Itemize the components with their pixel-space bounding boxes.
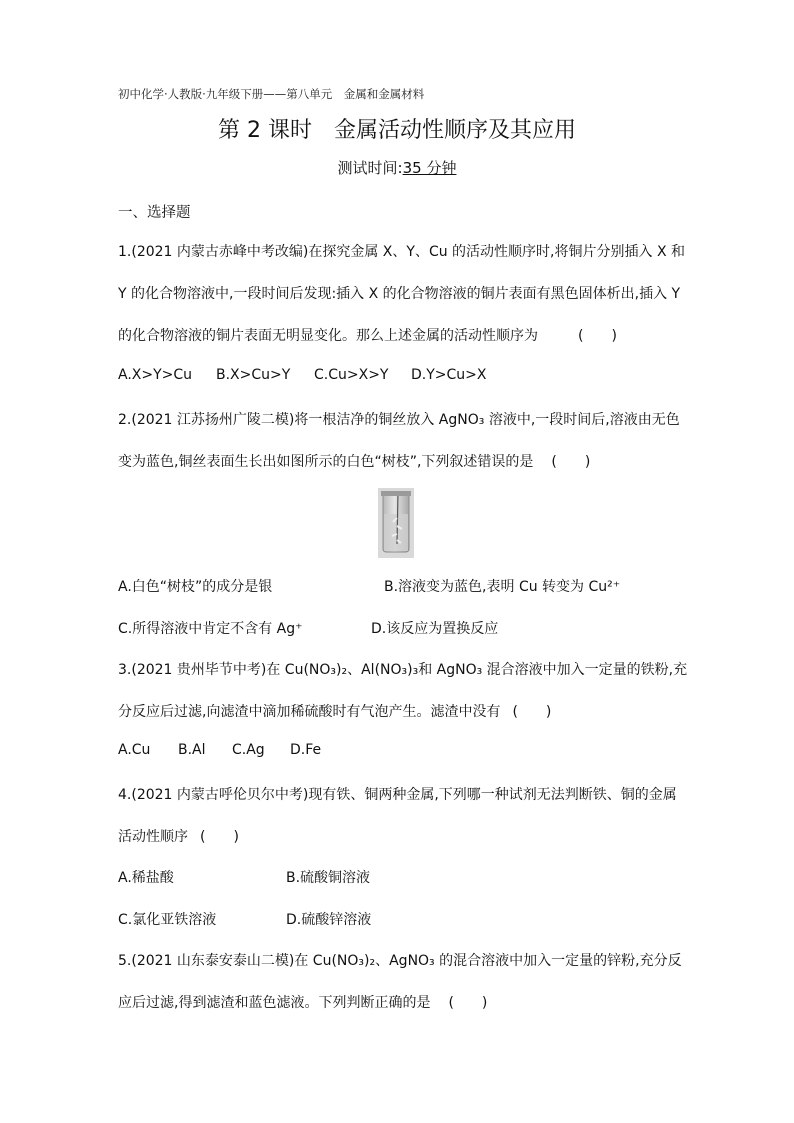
q4-answer-paren: ( ) <box>200 829 239 845</box>
q1-option-d: D.Y>Cu>X <box>411 367 487 383</box>
q3-option-d: D.Fe <box>290 742 322 758</box>
q1-line-3 <box>118 325 617 345</box>
q3-answer-paren: ( ) <box>512 704 552 720</box>
q2-option-d: D.该反应为置换反应 <box>371 621 499 637</box>
q4-option-c: C.氯化亚铁溶液 <box>118 912 217 928</box>
q3-option-a: A.Cu <box>118 742 151 758</box>
q1-text: 的化合物溶液的铜片表面无明显变化。那么上述金属的活动性顺序为 <box>118 328 538 344</box>
q3-option-c: C.Ag <box>232 742 265 758</box>
q2-option-b: B.溶液变为蓝色,表明 Cu 转变为 Cu²⁺ <box>384 579 621 595</box>
q5-line-1: 5.(2021 山东泰安泰山二模)在 Cu(NO₃)₂、AgNO₃ 的混合溶液中加入一定量的锌粉,充分反 <box>118 953 682 969</box>
beaker-photo <box>378 488 414 558</box>
test-time-label: 测试时间: <box>337 159 403 177</box>
q2-option-c: C.所得溶液中肯定不含有 Ag⁺ <box>118 621 303 637</box>
q4-option-a: A.稀盐酸 <box>118 870 174 886</box>
q3-options <box>118 742 321 758</box>
q1-option-a: A.X>Y>Cu <box>118 367 193 383</box>
q1-option-b: B.X>Cu>Y <box>216 367 291 383</box>
q3-option-b: B.Al <box>178 742 206 758</box>
q5-text: 应后过滤,得到滤渣和蓝色滤液。下列判断正确的是 <box>118 995 431 1011</box>
q2-answer-paren: ( ) <box>551 454 591 470</box>
q4-line-2 <box>118 826 239 846</box>
q1-line-1: 1.(2021 内蒙古赤峰中考改编)在探究金属 X、Y、Cu 的活动性顺序时,将铜片分别插入 X 和 <box>118 244 685 260</box>
q2-option-a: A.白色“树枝”的成分是银 <box>118 579 273 595</box>
q4-option-d: D.硫酸锌溶液 <box>286 912 372 928</box>
q5-line-2 <box>118 992 487 1012</box>
q1-line-2: Y 的化合物溶液中,一段时间后发现:插入 X 的化合物溶液的铜片表面有黑色固体析出,插入 Y <box>118 286 681 302</box>
q2-line-1: 2.(2021 江苏扬州广陵二模)将一根洁净的铜丝放入 AgNO₃ 溶液中,一段时间后,溶液由无色 <box>118 412 680 428</box>
q4-option-b: B.硫酸铜溶液 <box>286 870 371 886</box>
section-heading: 一、选择题 <box>118 205 191 221</box>
q4-text: 活动性顺序 <box>118 829 188 845</box>
test-time-value: 35 分钟 <box>402 159 457 177</box>
q1-answer-paren: ( ) <box>578 328 617 344</box>
q1-options <box>118 367 486 383</box>
q2-line-2 <box>118 451 590 471</box>
q5-answer-paren: ( ) <box>448 995 488 1011</box>
page-title: 第 2 课时 金属活动性顺序及其应用 <box>218 118 576 143</box>
q3-line-1: 3.(2021 贵州毕节中考)在 Cu(NO₃)₂、Al(NO₃)₃和 AgNO₃ 混合溶液中加入一定量的铁粉,充 <box>118 662 688 678</box>
q3-text: 分反应后过滤,向滤渣中滴加稀硫酸时有气泡产生。滤渣中没有 <box>118 704 501 720</box>
q2-text: 变为蓝色,铜丝表面生长出如图所示的白色“树枝”,下列叙述错误的是 <box>118 454 534 470</box>
test-time <box>0 157 794 178</box>
q1-option-c: C.Cu>X>Y <box>314 367 389 383</box>
q4-line-1: 4.(2021 内蒙古呼伦贝尔中考)现有铁、铜两种金属,下列哪一种试剂无法判断铁、铜的金属 <box>118 787 677 803</box>
q3-line-2 <box>118 701 551 721</box>
page-header: 初中化学·人教版·九年级下册——第八单元 金属和金属材料 <box>118 87 425 101</box>
